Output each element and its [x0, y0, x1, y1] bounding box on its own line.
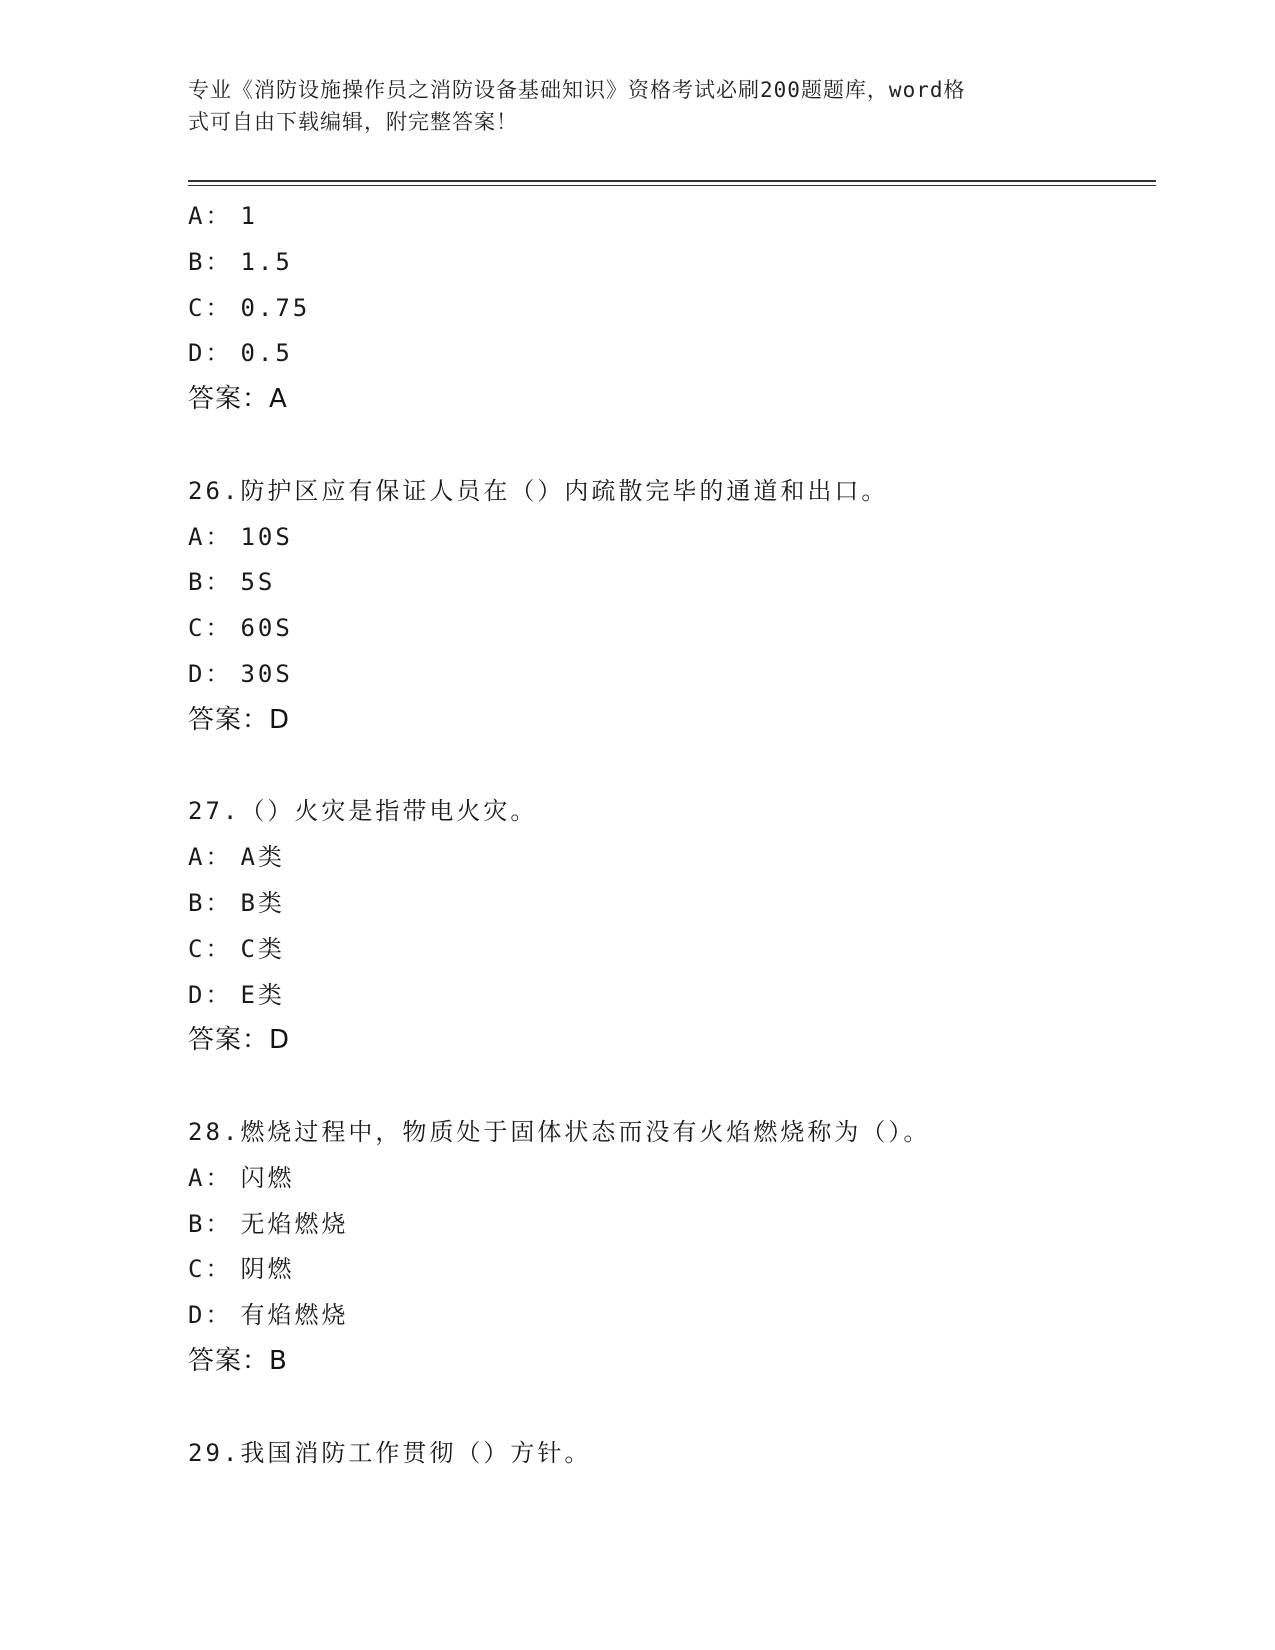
- option-b: B： 1.5: [188, 247, 293, 276]
- answer: 答案：A: [188, 384, 288, 415]
- header-line-2: 式可自由下载编辑，附完整答案！: [188, 110, 518, 134]
- document-header: [188, 74, 1068, 138]
- option-c: C： C类: [188, 934, 285, 963]
- option-a: A： 10S: [188, 522, 293, 551]
- option-a: A： 1: [188, 202, 258, 230]
- question-stem: 28.燃烧过程中，物质处于固体状态而没有火焰燃烧称为（）。: [188, 1117, 931, 1146]
- option-d: D： 有焰燃烧: [188, 1301, 349, 1330]
- header-divider: [188, 180, 1156, 186]
- option-d: D： 0.5: [188, 339, 293, 368]
- question-stem: 26.防护区应有保证人员在（）内疏散完毕的通道和出口。: [188, 476, 889, 505]
- option-c: C： 0.75: [188, 293, 311, 322]
- question-27: [188, 789, 1156, 1064]
- option-b: B： 5S: [188, 568, 276, 597]
- option-d: D： E类: [188, 980, 285, 1009]
- question-25-continued: [188, 194, 1156, 423]
- option-b: B： B类: [188, 888, 285, 917]
- answer: 答案：D: [188, 704, 291, 735]
- question-stem: 29.我国消防工作贯彻（）方针。: [188, 1438, 592, 1467]
- question-26: [188, 469, 1156, 744]
- answer: 答案：B: [188, 1345, 288, 1376]
- question-stem: 27.（）火灾是指带电火灾。: [188, 797, 538, 826]
- header-line-1: 专业《消防设施操作员之消防设备基础知识》资格考试必刷200题题库，word格: [188, 78, 966, 102]
- question-29: [188, 1431, 1156, 1477]
- option-c: C： 60S: [188, 614, 293, 643]
- option-a: A： A类: [188, 843, 285, 872]
- option-b: B： 无焰燃烧: [188, 1209, 349, 1238]
- option-c: C： 阴燃: [188, 1255, 295, 1284]
- question-28: [188, 1110, 1156, 1385]
- answer: 答案：D: [188, 1025, 291, 1056]
- option-d: D： 30S: [188, 659, 293, 688]
- question-list: [188, 194, 1156, 1476]
- option-a: A： 闪燃: [188, 1163, 295, 1192]
